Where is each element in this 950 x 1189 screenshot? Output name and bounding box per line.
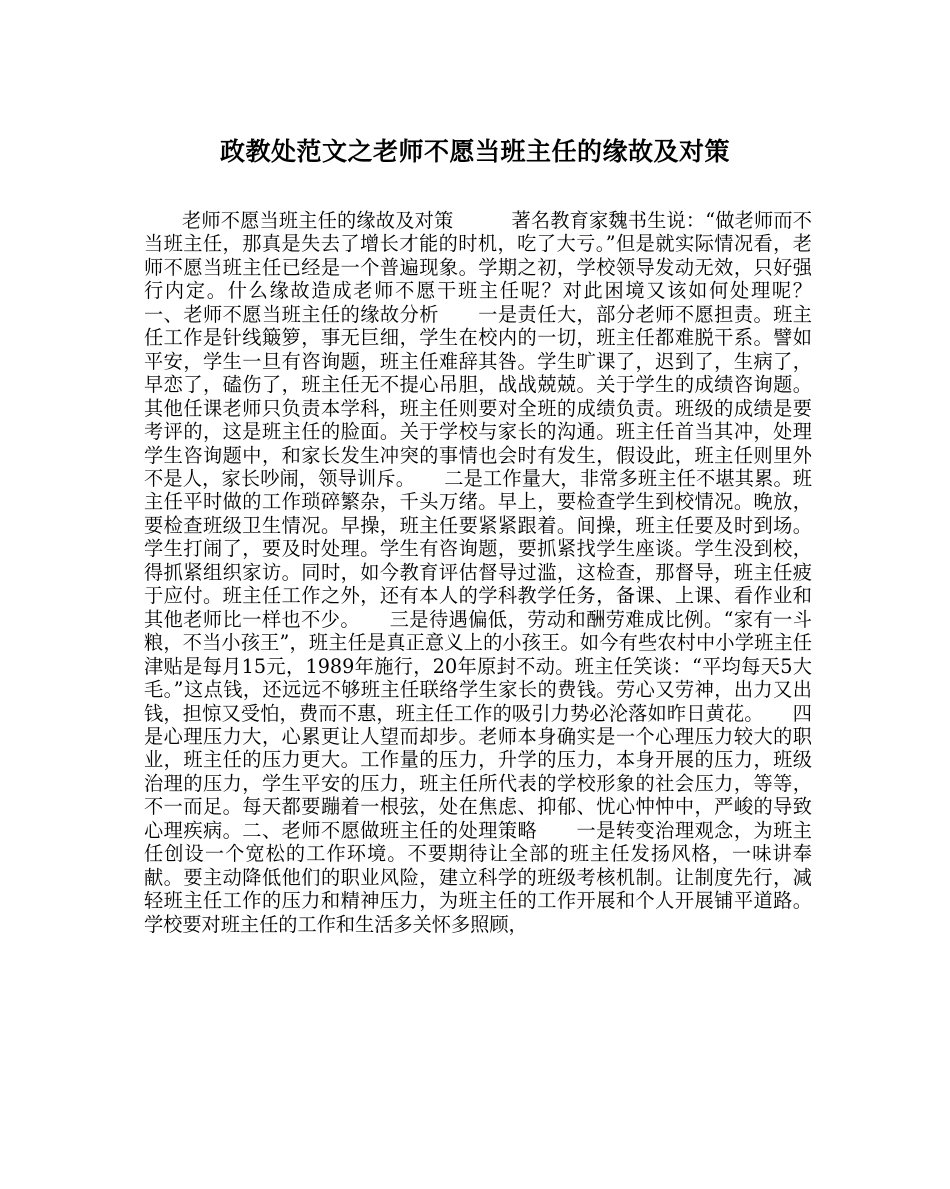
document-body: 老师不愿当班主任的缘故及对策 著名教育家魏书生说：“做老师而不当班主任，那真是失去了增长才能的时机，吃了大亏。”但是就实际情况看，老师不愿当班主任已经是一个普遍现象。学期之初，学校领导发动无效，只好强行内定。什么缘故造成老师不愿干班主任呢？对此困境又该如何处理呢？ 一、老师不愿当班主任的缘故分析 一是责任大，部分老师不愿担责。班主任工作是针线簸箩，事无巨细，学生在校内的一切，班主任都难脱干系。譬如平安，学生一旦有咨询题，班主任难辞其咎。学生旷课了，迟到了，生病了，早恋了，磕伤了，班主任无不提心吊胆，战战兢兢。关于学生的成绩咨询题。其他任课老师只负责本学科，班主任则要对全班的成绩负责。班级的成绩是要考评的，这是班主任的脸面。关于学校与家长的沟通。班主任首当其冲，处理学生咨询题中，和家长发生冲突的事情也会时有发生，假设此，班主任则里外不是人，家长吵闹，领导训斥。 二是工作量大，非常多班主任不堪其累。班主任平时做的工作琐碎繁杂，千头万绪。早上，要检查学生到校情况。晚放，要检查班级卫生情况。早操，班主任要紧紧跟着。间操，班主任要及时到场。学生打闹了，要及时处理。学生有咨询题，要抓紧找学生座谈。学生没到校，得抓紧组织家访。同时，如今教育评估督导过滥，这检查，那督导，班主任疲于应付。班主任工作之外，还有本人的学科教学任务，备课、上课、看作业和其他老师比一样也不少。 三是待遇偏低，劳动和酬劳难成比例。“家有一斗粮，不当小孩王”，班主任是真正意义上的小孩王。如今有些农村中小学班主任津贴是每月15元，1989年施行，20年原封不动。班主任笑谈：“平均每天5大毛。”这点钱，还远远不够班主任联络学生家长的费钱。劳心又劳神，出力又出钱，担惊又受怕，费而不惠，班主任工作的吸引力势必沦落如昨日黄花。 四是心理压力大，心累更让人望而却步。老师本身确实是一个心理压力较大的职业，班主任的压力更大。工作量的压力，升学的压力，本身开展的压力，班级治理的压力，学生平安的压力，班主任所代表的学校形象的社会压力，等等，不一而足。每天都要蹦着一根弦，处在焦虑、抑郁、忧心忡忡中，严峻的导致心理疾病。二、老师不愿做班主任的处理策略 一是转变治理观念，为班主任创设一个宽松的工作环境。不要期待让全部的班主任发扬风格，一味讲奉献。要主动降低他们的职业风险，建立科学的班级考核机制。让制度先行，减轻班主任工作的压力和精神压力，为班主任的工作开展和个人开展铺平道路。学校要对班主任的工作和生活多关怀多照顾， — [144, 209, 851, 936]
document-title: 政教处范文之老师不愿当班主任的缘故及对策 — [219, 137, 730, 166]
